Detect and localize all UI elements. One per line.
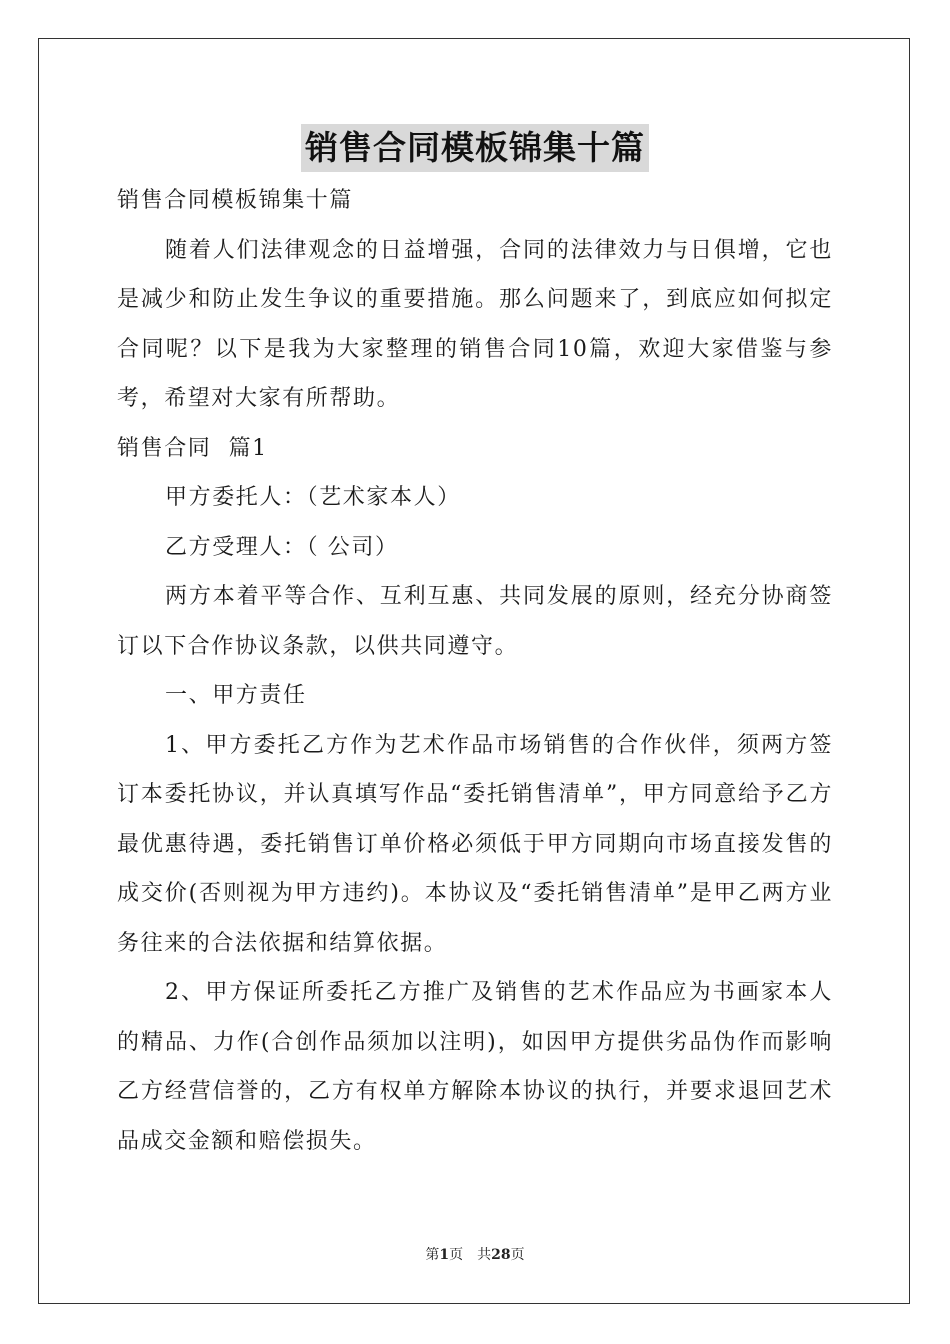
title-container [0, 124, 950, 172]
page-number-current: 1 [439, 1247, 450, 1263]
footer-prefix: 第 [425, 1247, 440, 1263]
document-title: 销售合同模板锦集十篇 [301, 124, 649, 172]
document-body [117, 176, 833, 1166]
page-number-total: 28 [491, 1247, 511, 1263]
section-heading: 销售合同 篇1 [117, 435, 268, 461]
footer-mid: 页 共 [449, 1247, 492, 1263]
page-footer [0, 1244, 950, 1264]
paragraph: 乙方受理人：（ 公司） [165, 534, 399, 560]
paragraph: 随着人们法律观念的日益增强，合同的法律效力与日俱增，它也是减少和防止发生争议的重要措施。那么问题来了，到底应如何拟定合同呢？以下是我为大家整理的销售合同10篇，欢迎大家借鉴与参考，希望对大家有所帮助。 [117, 237, 833, 411]
paragraph: 2、甲方保证所委托乙方推广及销售的艺术作品应为书画家本人的精品、力作(合创作品须加以注明)，如因甲方提供劣品伪作而影响乙方经营信誉的，乙方有权单方解除本协议的执行，并要求退回艺术品成交金额和赔偿损失。 [117, 980, 833, 1154]
paragraph: 两方本着平等合作、互利互惠、共同发展的原则，经充分协商签订以下合作协议条款，以供共同遵守。 [117, 584, 833, 659]
paragraph: 1、甲方委托乙方作为艺术作品市场销售的合作伙伴，须两方签订本委托协议，并认真填写作品“委托销售清单”，甲方同意给予乙方最优惠待遇，委托销售订单价格必须低于甲方同期向市场直接发售的成交价(否则视为甲方违约)。本协议及“委托销售清单”是甲乙两方业务往来的合法依据和结算依据。 [117, 732, 833, 956]
footer-suffix: 页 [510, 1247, 525, 1263]
paragraph: 销售合同模板锦集十篇 [117, 188, 354, 213]
paragraph: 甲方委托人：（艺术家本人） [165, 485, 461, 510]
paragraph: 一、甲方责任 [165, 683, 307, 708]
